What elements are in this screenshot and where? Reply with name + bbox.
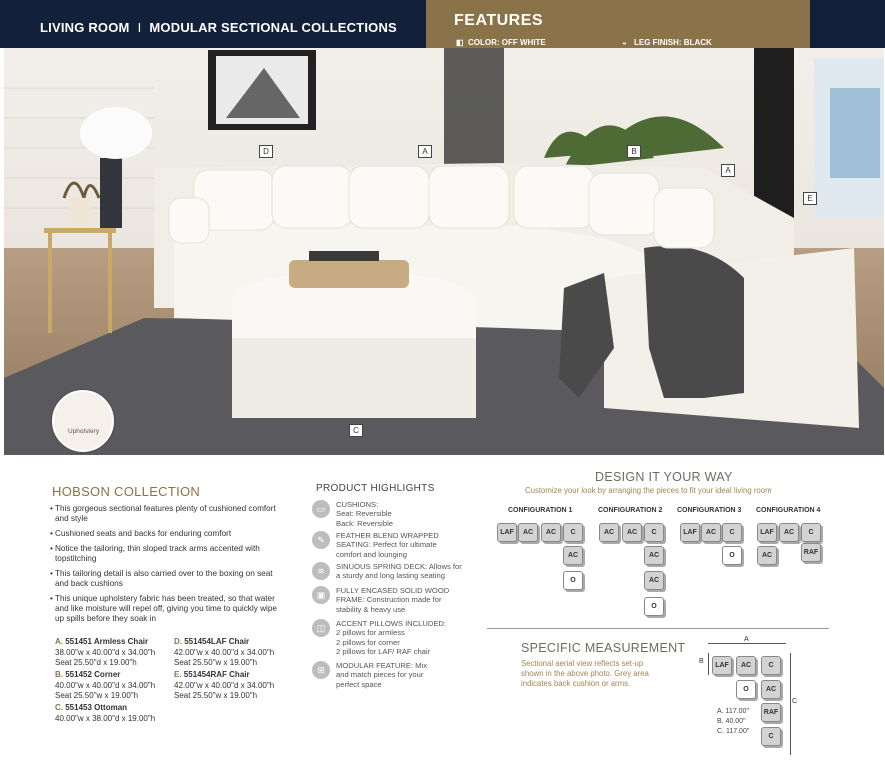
tile-c: C: [563, 523, 583, 542]
dimension-line-b: [708, 653, 709, 675]
frame-icon: ▣: [312, 586, 330, 604]
highlight-feather: ✎ FEATHER BLEND WRAPPED SEATING: Perfect for ultimate comfort and lounging: [312, 531, 477, 561]
room-photo: [4, 48, 884, 455]
measurement-values: A. 117.00" B. 40.00" C. 117.00": [717, 708, 750, 735]
measurement-desc-3: indicates back cushion or arms.: [521, 679, 631, 688]
tile-c: C: [761, 656, 781, 675]
dimension-label-a: A: [744, 636, 749, 643]
config-3-label: CONFIGURATION 3: [677, 507, 742, 514]
spring-icon: ≋: [312, 562, 330, 580]
collection-bullet: • This unique upholstery fabric has been treated, so that water and like moisture will repel off, giving you time to quickly wipe up spills before they soak in: [55, 594, 285, 624]
tile-laf: LAF: [712, 656, 732, 675]
tile-ottoman: O: [644, 597, 664, 616]
item-spec-a: A. 551451 Armless Chair 38.00"w x 40.00"d x 34.00"h Seat 25.50"d x 19.00"h: [55, 637, 156, 667]
item-spec-d: D. 551454LAF Chair 42.00"w x 40.00"d x 34.00"h Seat 25.50"w x 19.00"h: [174, 637, 275, 667]
config-1-label: CONFIGURATION 1: [508, 507, 573, 514]
design-title: DESIGN IT YOUR WAY: [595, 470, 733, 484]
collection-bullet: • Notice the tailoring, thin sloped track arms accented with topstitching: [55, 544, 285, 564]
tile-ac: AC: [563, 546, 583, 565]
tile-ac: AC: [644, 546, 664, 565]
section-divider: [487, 628, 829, 629]
config-2-label: CONFIGURATION 2: [598, 507, 663, 514]
measurement-desc-1: Sectional aerial view reflects set-up: [521, 659, 644, 668]
tile-ac: AC: [644, 571, 664, 590]
marker-a: A: [418, 145, 432, 158]
page-title: LIVING ROOM I MODULAR SECTIONAL COLLECTIONS: [40, 20, 397, 35]
tile-ottoman: O: [563, 571, 583, 590]
highlight-modular: ⊞ MODULAR FEATURE: Mix and match pieces for your perfect space: [312, 661, 477, 691]
tile-laf: LAF: [680, 523, 700, 542]
config-4-label: CONFIGURATION 4: [756, 507, 821, 514]
tile-ac: AC: [599, 523, 619, 542]
marker-a2: A: [721, 164, 735, 177]
leg-icon: ◒: [622, 37, 627, 47]
tile-c: C: [761, 727, 781, 746]
measurement-desc-2: shown in the above photo. Grey area: [521, 669, 649, 678]
highlight-spring: ≋ SINUOUS SPRING DECK: Allows for a sturdy and long lasting seating: [312, 562, 477, 584]
modular-icon: ⊞: [312, 661, 330, 679]
feather-icon: ✎: [312, 531, 330, 549]
tile-ac: AC: [541, 523, 561, 542]
highlights-title: PRODUCT HIGHLIGHTS: [316, 483, 435, 494]
marker-d: D: [259, 145, 273, 158]
highlight-cushions: ▭ CUSHIONS: Seat: Reversible Back: Reversible: [312, 500, 477, 530]
upholstery-swatch: Upholstery: [52, 390, 114, 452]
collection-title: HOBSON COLLECTION: [52, 484, 201, 499]
tile-ac: AC: [761, 680, 781, 699]
tile-laf: LAF: [757, 523, 777, 542]
cushion-icon: ▭: [312, 500, 330, 518]
dimension-line-a: [708, 643, 786, 644]
highlight-pillows: ◫ ACCENT PILLOWS INCLUDED: 2 pillows for armless 2 pillows for corner 2 pillows for LAF/ RAF chair: [312, 619, 477, 657]
collection-bullet: • This tailoring detail is also carried over to the boxing on seat and back cushions: [55, 569, 285, 589]
tile-ac: AC: [779, 523, 799, 542]
features-title: FEATURES: [454, 12, 544, 29]
item-spec-e: E. 551454RAF Chair 42.00"w x 40.00"d x 34.00"h Seat 25.50"w x 19.00"h: [174, 670, 275, 700]
tile-c: C: [801, 523, 821, 542]
tile-ottoman: O: [722, 546, 742, 565]
collection-bullet: • Cushioned seats and backs for enduring comfort: [55, 529, 285, 539]
tile-ac: AC: [518, 523, 538, 542]
item-spec-b: B. 551452 Corner 40.00"w x 40.00"d x 34.00"h Seat 25.50"w x 19.00"h: [55, 670, 156, 700]
highlight-frame: ▣ FULLY ENCASED SOLID WOOD FRAME: Construction made for stability & heavy use: [312, 586, 477, 616]
living-room-illustration: [4, 48, 884, 455]
pillow-icon: ◫: [312, 619, 330, 637]
feature-leg-finish: ◒ LEG FINISH: BLACK: [622, 37, 712, 47]
marker-c: C: [349, 424, 363, 437]
marker-b: B: [627, 145, 641, 158]
tile-ac: AC: [757, 546, 777, 565]
dimension-label-b: B: [699, 658, 704, 665]
feature-color: ◧ COLOR: OFF WHITE: [456, 37, 546, 47]
tile-ottoman: O: [736, 680, 756, 699]
design-subtitle: Customize your look by arranging the pieces to fit your ideal living room: [525, 486, 772, 495]
dimension-label-c: C: [792, 698, 798, 705]
collection-bullet: • This gorgeous sectional features plenty of cushioned comfort and style: [55, 504, 285, 524]
tile-ac: AC: [701, 523, 721, 542]
measurement-title: SPECIFIC MEASUREMENT: [521, 641, 686, 655]
dimension-line-c: [790, 653, 791, 755]
tile-laf: LAF: [497, 523, 517, 542]
tile-c: C: [722, 523, 742, 542]
tile-raf: RAF: [761, 703, 781, 722]
marker-e: E: [803, 192, 817, 205]
tile-ac: AC: [736, 656, 756, 675]
tile-c: C: [644, 523, 664, 542]
palette-icon: ◧: [456, 37, 464, 47]
tile-ac: AC: [622, 523, 642, 542]
tile-raf: RAF: [801, 543, 821, 562]
item-spec-c: C. 551453 Ottoman 40.00"w x 38.00"d x 19.00"h: [55, 703, 156, 723]
